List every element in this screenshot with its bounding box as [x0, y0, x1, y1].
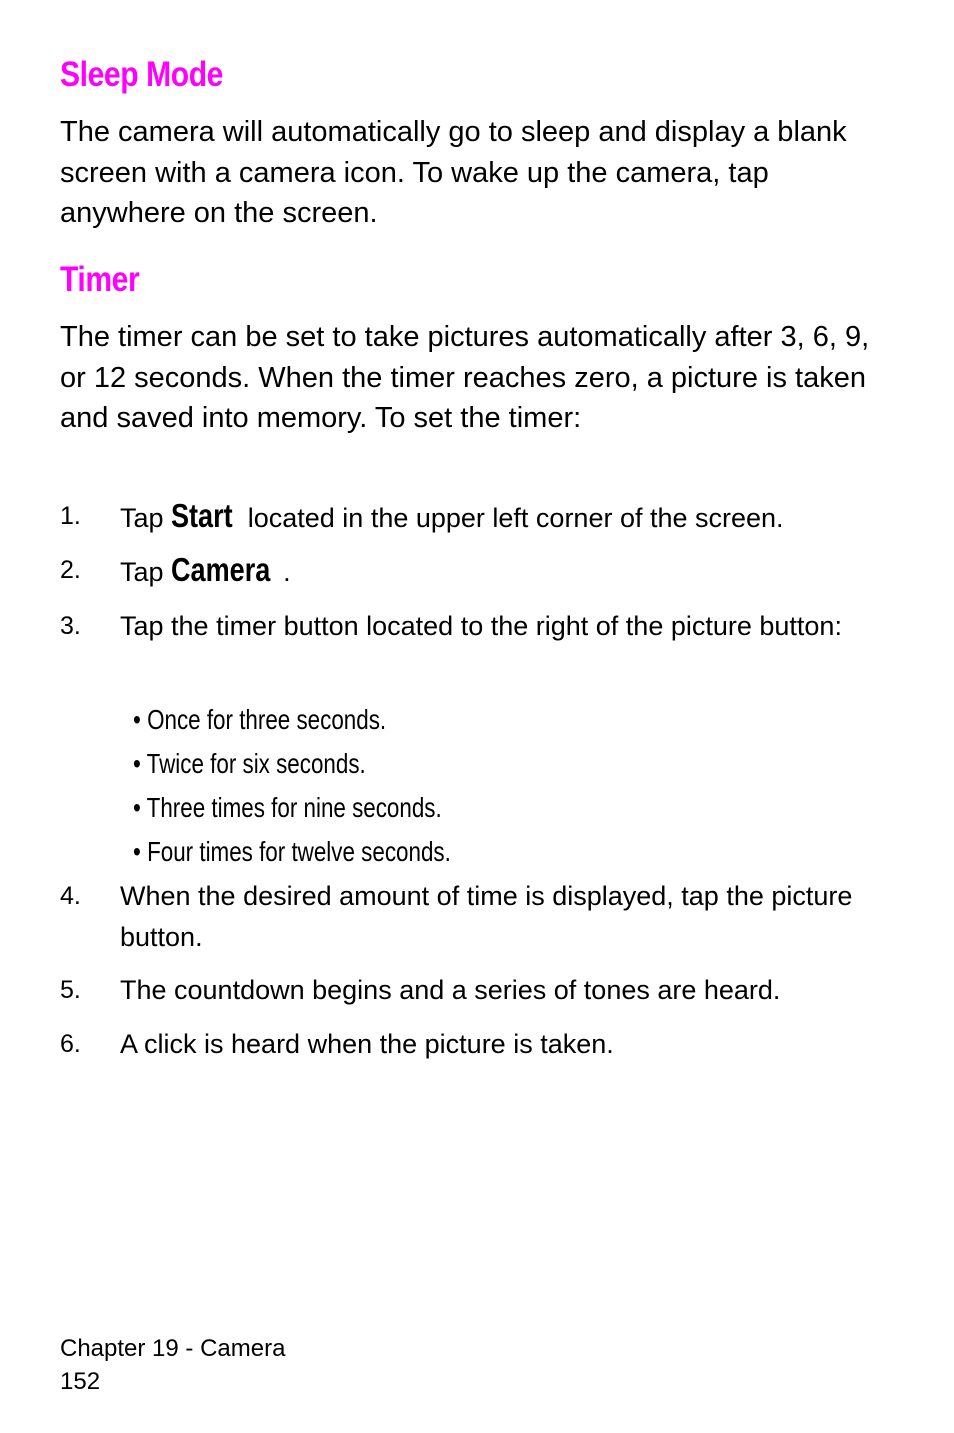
step-text: The countdown begins and a series of tones are heard.: [120, 975, 781, 1005]
option-six-seconds: • Twice for six seconds.: [133, 748, 366, 779]
timer-heading: Timer: [60, 260, 140, 299]
step-number: 1.: [60, 502, 81, 530]
page-number: 152: [60, 1368, 101, 1395]
step-number: 4.: [60, 882, 81, 910]
option-three-seconds: • Once for three seconds.: [133, 704, 387, 735]
step-5: [60, 970, 940, 1011]
step-text: When the desired amount of time is displayed, tap the picture button.: [120, 881, 853, 952]
step-4: [60, 876, 920, 957]
step-text-pre: Tap: [120, 557, 172, 587]
step-3-options: [60, 698, 860, 874]
step-1: [60, 496, 920, 539]
step-3: [60, 606, 900, 647]
step-number: 3.: [60, 612, 81, 640]
sleep-mode-body: The camera will automatically go to sleep and display a blank screen with a camera icon. To wake up the camera, tap anywhere on the screen.: [60, 116, 847, 229]
step-text-pre: Tap: [120, 503, 172, 533]
option-nine-seconds: • Three times for nine seconds.: [133, 792, 442, 823]
step-text-post: .: [283, 557, 291, 587]
page-footer: [60, 1332, 285, 1398]
step-number: 5.: [60, 976, 81, 1004]
camera-keyword: Camera: [171, 551, 271, 588]
start-keyword: Start: [171, 497, 233, 534]
step-text: A click is heard when the picture is taken.: [120, 1029, 614, 1059]
timer-body: The timer can be set to take pictures automatically after 3, 6, 9, or 12 seconds. When the timer reaches zero, a picture is taken and saved into memory. To set the timer:: [60, 321, 870, 434]
option-twelve-seconds: • Four times for twelve seconds.: [133, 836, 451, 867]
step-2: [60, 550, 920, 593]
step-text-post: located in the upper left corner of the screen.: [240, 503, 784, 533]
timer-press-options: [60, 698, 860, 874]
step-number: 2.: [60, 556, 81, 584]
step-text: Tap the timer button located to the right of the picture button:: [120, 611, 842, 641]
step-number: 6.: [60, 1030, 81, 1058]
chapter-label: Chapter 19 - Camera: [60, 1335, 286, 1362]
sleep-mode-heading: Sleep Mode: [60, 55, 223, 94]
step-6: [60, 1024, 920, 1065]
